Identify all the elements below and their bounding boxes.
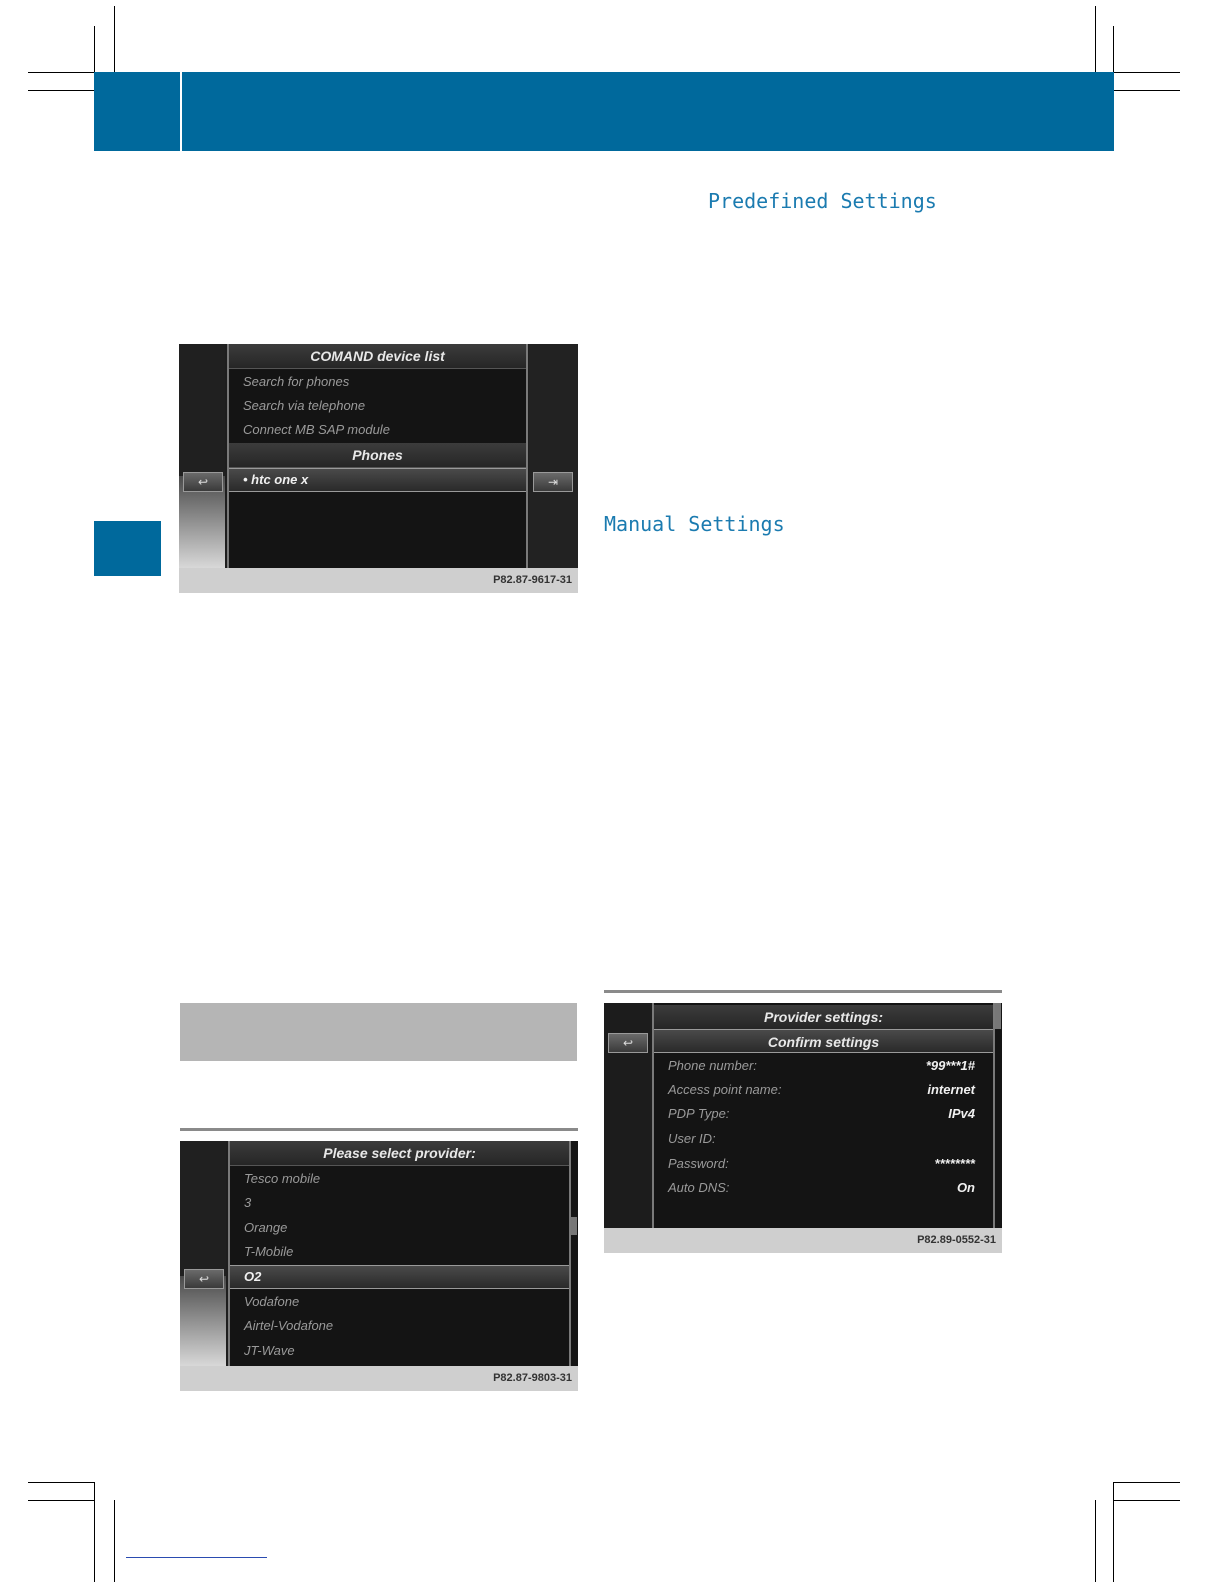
menu-item-connect-sap[interactable]: Connect MB SAP module: [243, 422, 390, 437]
provider-item[interactable]: Vodafone: [244, 1294, 300, 1309]
setting-label-user-id: User ID:: [668, 1131, 716, 1146]
confirm-settings-label: Confirm settings: [767, 1034, 880, 1050]
scrollbar-thumb[interactable]: [995, 1003, 1001, 1029]
back-button[interactable]: [183, 472, 223, 492]
back-button[interactable]: [608, 1033, 648, 1053]
provider-item[interactable]: JT-Wave: [244, 1343, 295, 1358]
crop-mark: [114, 1500, 115, 1582]
provider-item[interactable]: Orange: [244, 1220, 288, 1235]
provider-settings-title: Provider settings:: [654, 1005, 993, 1030]
crop-mark: [1095, 6, 1096, 72]
provider-item[interactable]: Airtel-Vodafone: [244, 1318, 334, 1333]
provider-list-panel: [228, 1141, 571, 1366]
chapter-tab: [94, 521, 161, 576]
connect-button[interactable]: [533, 472, 573, 492]
setting-label-password: Password:: [668, 1156, 729, 1171]
note-box: [180, 1003, 577, 1061]
selected-provider-row[interactable]: [230, 1265, 569, 1289]
crop-mark: [28, 1500, 94, 1501]
provider-list-title: Please select provider:: [230, 1141, 569, 1166]
setting-label-apn: Access point name:: [668, 1082, 782, 1097]
crop-mark: [114, 6, 115, 72]
back-arrow-icon: ↩: [198, 1272, 210, 1286]
provider-item-selected[interactable]: O2: [244, 1269, 262, 1284]
back-button[interactable]: [184, 1269, 224, 1289]
device-list-panel: [227, 344, 528, 568]
provider-list-screen: [180, 1141, 578, 1391]
provider-item[interactable]: Tesco mobile: [244, 1171, 321, 1186]
setting-label-auto-dns: Auto DNS:: [668, 1180, 730, 1195]
right-column: [529, 344, 578, 568]
scrollbar-track[interactable]: [570, 1141, 578, 1366]
figure-code: P82.89-0552-31: [604, 1228, 1002, 1253]
menu-item-search-via-telephone[interactable]: Search via telephone: [243, 398, 366, 413]
setting-label-phone-number: Phone number:: [668, 1058, 757, 1073]
connect-plug-icon: ⇥: [547, 475, 559, 489]
back-arrow-icon: ↩: [622, 1036, 634, 1050]
crop-mark: [94, 1482, 95, 1582]
figure-rule: [180, 1128, 578, 1131]
scrollbar-thumb[interactable]: [571, 1217, 577, 1235]
figure-code: P82.87-9617-31: [179, 568, 578, 593]
setting-value-pdp-type: IPv4: [948, 1106, 975, 1121]
footer-link-underline[interactable]: [126, 1557, 267, 1558]
crop-mark: [1113, 1482, 1114, 1582]
phone-item-htc[interactable]: • htc one x: [243, 472, 309, 487]
phones-section-header: Phones: [229, 443, 526, 468]
provider-item[interactable]: T-Mobile: [244, 1244, 294, 1259]
figure-code: P82.87-9803-31: [180, 1366, 578, 1391]
setting-value-phone-number: *99***1#: [925, 1058, 975, 1073]
crop-mark: [1114, 90, 1180, 91]
heading-predefined-settings: Predefined Settings: [708, 189, 937, 213]
crop-mark: [1114, 1500, 1180, 1501]
crop-mark: [28, 1482, 94, 1483]
setting-value-apn: internet: [927, 1082, 975, 1097]
crop-mark: [1114, 72, 1180, 73]
setting-value-password: ********: [934, 1156, 975, 1171]
header-divider: [180, 72, 182, 151]
menu-item-search-phones[interactable]: Search for phones: [243, 374, 350, 389]
heading-manual-settings: Manual Settings: [604, 512, 785, 536]
back-arrow-icon: ↩: [197, 475, 209, 489]
setting-value-auto-dns: On: [956, 1180, 975, 1195]
device-list-title: COMAND device list: [229, 344, 526, 369]
device-list-screen: [179, 344, 578, 593]
setting-label-pdp-type: PDP Type:: [668, 1106, 730, 1121]
crop-mark: [28, 90, 94, 91]
provider-settings-panel: [652, 1003, 995, 1228]
left-column: [180, 1141, 226, 1366]
crop-mark: [28, 72, 94, 73]
provider-settings-screen: [604, 1003, 1002, 1253]
crop-mark: [1114, 1482, 1180, 1483]
page-header-bar: [94, 72, 1114, 151]
crop-mark: [1095, 1500, 1096, 1582]
provider-item[interactable]: 3: [244, 1195, 252, 1210]
phone-name: htc one x: [251, 472, 309, 487]
figure-rule: [604, 990, 1002, 993]
scrollbar-track[interactable]: [994, 1003, 1002, 1228]
left-column: [179, 344, 225, 568]
